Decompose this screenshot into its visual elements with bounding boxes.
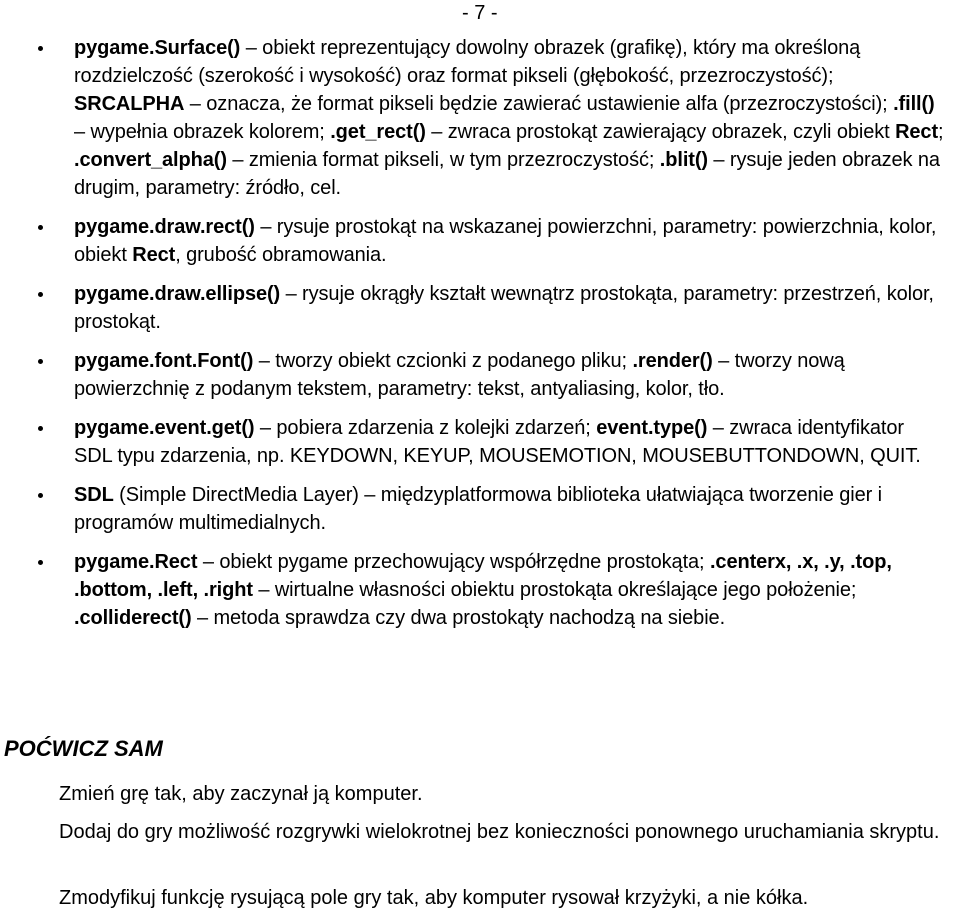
definition-item xyxy=(0,213,959,269)
definition-item xyxy=(0,548,959,632)
bullet-dot-icon xyxy=(38,493,43,498)
term-description: – metoda sprawdza czy dwa prostokąty nachodzą na siebie. xyxy=(191,607,726,629)
section-title: POĆWICZ SAM xyxy=(4,736,163,761)
bullet-dot-icon xyxy=(38,359,43,364)
bullet-dot-icon xyxy=(38,560,43,565)
bullet-dot-icon xyxy=(38,292,43,297)
term-keyword: .convert_alpha() xyxy=(74,149,227,171)
term-description: – zmienia format pikseli, w tym przezroczystość; xyxy=(226,149,660,171)
definition-item xyxy=(0,347,959,403)
term-description: – pobiera zdarzenia z kolejki zdarzeń; xyxy=(254,417,597,439)
bullet-dot-icon xyxy=(38,46,43,51)
term-keyword: pygame.Rect xyxy=(74,551,198,573)
definition-item xyxy=(0,280,959,336)
page-number: - 7 - xyxy=(462,2,498,24)
term-keyword: pygame.draw.ellipse() xyxy=(74,283,281,305)
term-description: – zwraca identyfikator SDL typu zdarzenia, np. KEYDOWN, KEYUP, MOUSEMOTION, MOUSEBUTTONDOWN, QUIT. xyxy=(74,417,921,467)
term-description: – tworzy nową powierzchnię z podanym tekstem, parametry: tekst, antyaliasing, kolor, tło. xyxy=(74,350,845,400)
exercise-item: Zmień grę tak, aby zaczynał ją komputer. xyxy=(59,783,423,805)
term-keyword: .blit() xyxy=(659,149,708,171)
term-keyword: .colliderect() xyxy=(74,607,192,629)
term-keyword: Rect xyxy=(132,244,176,266)
term-keyword: .render() xyxy=(632,350,713,372)
term-description: – wypełnia obrazek kolorem; xyxy=(74,121,331,143)
term-keyword: SRCALPHA xyxy=(74,93,185,115)
term-keyword: SDL xyxy=(74,484,114,506)
term-keyword: event.type() xyxy=(596,417,708,439)
term-description: , grubość obramowania. xyxy=(175,244,387,266)
term-description: – zwraca prostokąt zawierający obrazek, czyli obiekt xyxy=(425,121,896,143)
term-description: – rysuje prostokąt na wskazanej powierzchni, parametry: powierzchnia, kolor, obiekt xyxy=(74,216,937,266)
exercise-item: Zmodyfikuj funkcję rysującą pole gry tak, aby komputer rysował krzyżyki, a nie kółka. xyxy=(59,887,809,909)
exercise-item: Dodaj do gry możliwość rozgrywki wielokrotnej bez konieczności ponownego uruchamiania skryptu. xyxy=(59,821,940,843)
term-description: (Simple DirectMedia Layer) – międzyplatformowa biblioteka ułatwiająca tworzenie gier i programów multimedialnych. xyxy=(74,484,882,534)
term-description: – wirtualne własności obiektu prostokąta określające jego położenie; xyxy=(252,579,857,601)
term-keyword: Rect xyxy=(895,121,939,143)
term-keyword: pygame.draw.rect() xyxy=(74,216,255,238)
term-keyword: pygame.font.Font() xyxy=(74,350,254,372)
definition-list xyxy=(0,34,959,643)
definition-item xyxy=(0,34,959,202)
definition-item xyxy=(0,414,959,470)
term-description: – tworzy obiekt czcionki z podanego pliku; xyxy=(253,350,633,372)
term-description: – obiekt reprezentujący dowolny obrazek (grafikę), który ma określoną rozdzielczość (szerokość i wysokość) oraz format pikseli (głębokość, przezroczystość); xyxy=(74,37,861,87)
term-description: – oznacza, że format pikseli będzie zawierać ustawienie alfa (przezroczystości); xyxy=(184,93,894,115)
term-keyword: .fill() xyxy=(893,93,935,115)
term-description: – rysuje okrągły kształt wewnątrz prostokąta, parametry: przestrzeń, kolor, prostokąt. xyxy=(74,283,934,333)
term-keyword: .centerx, .x, .y, .top, .bottom, .left, .right xyxy=(74,551,892,601)
term-description: – rysuje jeden obrazek na drugim, parametry: źródło, cel. xyxy=(74,149,940,199)
term-description: – obiekt pygame przechowujący współrzędne prostokąta; xyxy=(197,551,710,573)
term-keyword: pygame.event.get() xyxy=(74,417,255,439)
term-keyword: pygame.Surface() xyxy=(74,37,241,59)
bullet-dot-icon xyxy=(38,426,43,431)
term-keyword: .get_rect() xyxy=(330,121,426,143)
definition-item xyxy=(0,481,959,537)
term-description: ; xyxy=(938,121,944,143)
bullet-dot-icon xyxy=(38,225,43,230)
